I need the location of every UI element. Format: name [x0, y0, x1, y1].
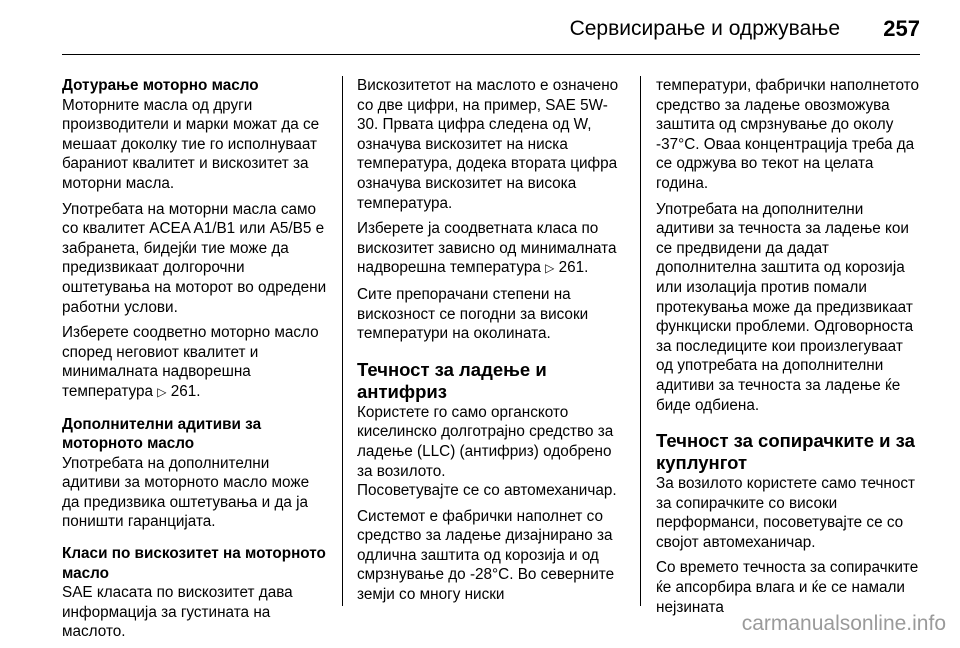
paragraph-oil-top-up: Моторните масла од други производители и марки можат да се мешаат доколку тие го исполнуваат бараниот квалитет и вискозитет за моторни масла.: [62, 96, 320, 192]
heading-oil-top-up: Дотурање моторно масло: [62, 77, 259, 94]
header-divider: [62, 54, 920, 55]
paragraph-choose-oil-text: Изберете соодветно моторно масло според неговиот квалитет и минималната надворешна температура: [62, 324, 319, 400]
paragraph-choose-class-text: Изберете ја соодветната класа по вискозитет зависно од минималната надворешна температура: [357, 220, 617, 277]
page-reference-icon: [545, 259, 554, 276]
paragraph-coolant-2: Посоветувајте се со автомеханичар.: [357, 482, 617, 500]
page-number: 257: [883, 16, 920, 41]
paragraph-choose-oil: [62, 323, 330, 402]
column-2: [357, 76, 625, 611]
paragraph-coolant-cont: температури, фабрички наполнетото средство за ладење овозможува заштита од смрзнување до околу -37°C. Оваа концентрација треба да се одржува во текот на целата година.: [656, 77, 920, 192]
paragraph-choose-class: [357, 219, 625, 279]
watermark: carmanualsonline.info: [741, 612, 946, 635]
column-divider-1: [342, 76, 343, 606]
paragraph-viscosity: SAE класата по вискозитет дава информација за густината на маслото.: [62, 584, 293, 641]
heading-viscosity-classes: Класи по вискозитет на моторното масло: [62, 545, 326, 582]
column-3: [656, 76, 924, 623]
page-header-title: Сервисирање и одржување: [569, 17, 840, 40]
page-reference-link[interactable]: 261.: [170, 382, 201, 400]
page-reference-link[interactable]: 261.: [558, 259, 589, 277]
paragraph-brake-2: Со времето течноста за сопирачките ќе апсорбира влага и ќе се намали нејзината: [656, 559, 919, 616]
paragraph-coolant-3: Системот е фабрички наполнет со средство за ладење дизајнирано за одлична заштита од корозија и од смрзнување до -28°C. Во северните земји со многу ниски: [357, 507, 615, 604]
heading-brake-fluid: Течност за сопирачките и за куплунгот: [656, 430, 915, 474]
column-1: [62, 76, 330, 648]
paragraph-viscosity-cont: Вискозитетот на маслото е означено со две цифри, на пример, SAE 5W-30. Првата цифра следена од W, означува вискозитет на ниска температура, додека втората цифра означува вискозитет на висока температура.: [357, 77, 619, 212]
page-reference-icon: [157, 383, 166, 400]
paragraph-all-grades: Сите препорачани степени на вискозност се погодни за високи температури на околината.: [357, 285, 589, 343]
paragraph-oil-quality: Употребата на моторни масла само со квалитет ACEA A1/B1 или A5/B5 е забранета, бидејќи тие може да предизвикаат долгорочни оштетувања на моторот во одредени работни услови.: [62, 200, 327, 316]
heading-additives: Дополнителни адитиви за моторното масло: [62, 415, 262, 453]
column-divider-2: [640, 76, 641, 606]
paragraph-brake-1: За возилото користете само течност за сопирачките со високи перформанси, посоветувајте се со својот автомеханичар.: [656, 475, 916, 551]
heading-coolant: Течност за ладење и антифриз: [357, 358, 547, 402]
paragraph-coolant-additives: Употребата на дополнителни адитиви за течноста за ладење кои се предвидени да дадат дополнителна заштита од корозија или изолација против помали протекувања може да предизвикаат функциски проблеми. Одговорноста за последиците кои произлегуваат од употребата на дополнителни адитиви за течноста за ладење ќе биде одбиена.: [656, 200, 914, 414]
paragraph-additives: Употребата на дополнителни адитиви за моторното масло може да предизвика оштетувања и да ја поништи гаранцијата.: [62, 454, 310, 531]
paragraph-coolant-1: Користете го само органското киселинско долготрајно средство за ладење (LLC) (антифриз) одобрено за возилото.: [357, 403, 614, 480]
